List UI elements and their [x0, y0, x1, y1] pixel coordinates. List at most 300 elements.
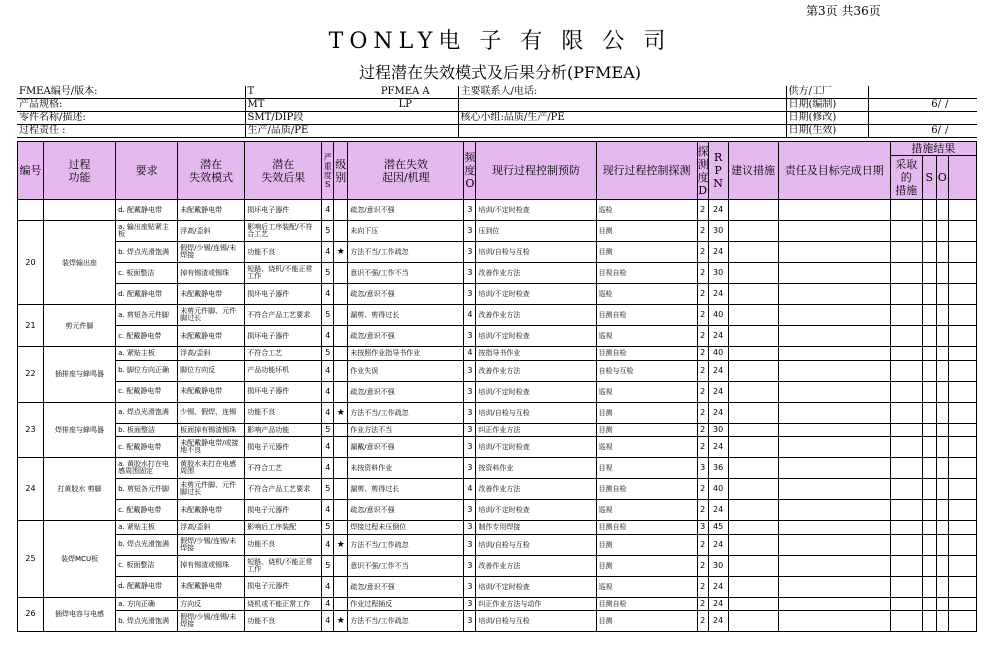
requirement: b. 焊点光滑饱满: [116, 534, 178, 555]
pfmea-table: [17, 141, 977, 632]
info-cell: [353, 125, 458, 138]
rpn: 40: [708, 305, 728, 326]
failure-cause: 作业方法不当: [348, 423, 464, 437]
requirement: a. 紧贴主板: [116, 347, 178, 361]
empty-cell: [778, 611, 890, 632]
empty-cell: [890, 597, 922, 611]
empty-cell: [922, 402, 936, 423]
failure-cause: 疏忽/意识不强: [348, 284, 464, 305]
empty-cell: [890, 402, 922, 423]
info-cell: /: [943, 125, 977, 138]
info-cell: T: [245, 86, 353, 99]
failure-mode: 未配戴静电带/或接地不良: [178, 437, 245, 458]
requirement: c. 配戴静电带: [116, 500, 178, 521]
empty-cell: [778, 263, 890, 284]
detection-control: 巡视: [596, 381, 697, 402]
failure-cause: 作业失误: [348, 360, 464, 381]
rpn: 30: [708, 555, 728, 576]
failure-mode: 脚位方向反: [178, 360, 245, 381]
failure-mode: 黄胶水未打在电感周围: [178, 458, 245, 479]
class-mark: [334, 555, 348, 576]
prevention-control: 培训/不定时检查: [476, 576, 596, 597]
empty-cell: [778, 347, 890, 361]
detection-control: 巡视: [596, 500, 697, 521]
empty-cell: [778, 221, 890, 242]
prevention-control: 培训/自检与互检: [476, 402, 596, 423]
requirement: a. 紧贴主板: [116, 521, 178, 535]
empty-cell: [922, 381, 936, 402]
requirement: d. 配戴静电带: [116, 200, 178, 221]
requirement: c. 配戴静电带: [116, 381, 178, 402]
failure-mode: 浮高/歪斜: [178, 221, 245, 242]
detection-control: 巡视: [596, 437, 697, 458]
failure-mode: 未配戴静电带: [178, 500, 245, 521]
info-cell: [458, 99, 666, 112]
failure-effect: 短路、烧机/不能正常工作: [245, 263, 322, 284]
severity: 4: [322, 200, 334, 221]
info-cell: [943, 86, 977, 99]
empty-cell: [890, 521, 922, 535]
step-number: 20: [18, 221, 44, 305]
rpn: 24: [708, 576, 728, 597]
table-row: [18, 555, 977, 576]
failure-cause: 疏忽/意识不强: [348, 576, 464, 597]
requirement: d. 配戴静电带: [116, 284, 178, 305]
failure-cause: 方法不当/工作疏忽: [348, 402, 464, 423]
empty-cell: [922, 263, 936, 284]
detection: 2: [697, 347, 708, 361]
empty-cell: [890, 221, 922, 242]
detection: 2: [697, 221, 708, 242]
document-title: 过程潜在失效模式及后果分析(PFMEA): [359, 63, 641, 82]
requirement: a. 输出座贴紧主板: [116, 221, 178, 242]
table-row: [18, 521, 977, 535]
empty-cell: [778, 437, 890, 458]
failure-cause: 焊接过程未压倒位: [348, 521, 464, 535]
class-mark: ★: [334, 611, 348, 632]
failure-cause: 疏忽/意识不强: [348, 381, 464, 402]
empty-cell: [890, 360, 922, 381]
prevention-control: 按资料作业: [476, 458, 596, 479]
rpn: 24: [708, 437, 728, 458]
failure-effect: 不符合产品工艺要求: [245, 305, 322, 326]
detection-control: 目测: [596, 402, 697, 423]
detection: 2: [697, 534, 708, 555]
prevention-control: 培训/不定时检查: [476, 381, 596, 402]
empty-cell: [948, 381, 976, 402]
empty-cell: [936, 576, 948, 597]
process-function: [44, 200, 116, 221]
empty-cell: [948, 437, 976, 458]
empty-cell: [728, 242, 778, 263]
col-result-header: 措施结果: [890, 142, 976, 156]
failure-mode: 未剪元件脚、元件脚过长: [178, 305, 245, 326]
severity: 4: [322, 611, 334, 632]
table-row: [18, 221, 977, 242]
empty-cell: [936, 305, 948, 326]
empty-cell: [936, 402, 948, 423]
empty-cell: [922, 360, 936, 381]
empty-cell: [922, 576, 936, 597]
failure-effect: 不符合工艺: [245, 458, 322, 479]
detection-control: 自检与互检: [596, 360, 697, 381]
class-mark: [334, 381, 348, 402]
failure-mode: 未剪元件脚、元件脚过长: [178, 479, 245, 500]
header-info-table: [17, 86, 977, 138]
failure-effect: 影响后工序装配/不符合工艺: [245, 221, 322, 242]
info-cell: 生产/品质/PE: [245, 125, 353, 138]
severity: 5: [322, 479, 334, 500]
failure-cause: 作业过程插反: [348, 597, 464, 611]
detection: 2: [697, 479, 708, 500]
empty-cell: [936, 242, 948, 263]
occurrence: 4: [464, 479, 476, 500]
requirement: a. 黄胶水打在电感周围固定: [116, 458, 178, 479]
prevention-control: 按指导书作业: [476, 347, 596, 361]
empty-cell: [936, 479, 948, 500]
info-cell: MT: [245, 99, 353, 112]
empty-cell: [948, 305, 976, 326]
empty-cell: [922, 611, 936, 632]
empty-cell: [728, 402, 778, 423]
detection-control: 目测自检: [596, 347, 697, 361]
failure-mode: 假焊/少锡/连锡/未焊接: [178, 611, 245, 632]
empty-cell: [922, 555, 936, 576]
requirement: c. 配戴静电带: [116, 437, 178, 458]
severity: 5: [322, 347, 334, 361]
empty-cell: [890, 200, 922, 221]
failure-mode: 少锡、假焊、连锡: [178, 402, 245, 423]
prevention-control: 改善作业方法: [476, 360, 596, 381]
empty-cell: [922, 423, 936, 437]
empty-cell: [778, 576, 890, 597]
detection: 3: [697, 458, 708, 479]
severity: 4: [322, 242, 334, 263]
empty-cell: [936, 534, 948, 555]
empty-cell: [948, 263, 976, 284]
empty-cell: [728, 284, 778, 305]
prevention-control: 培训/不定时检查: [476, 326, 596, 347]
empty-cell: [936, 381, 948, 402]
process-function: 剪元件脚: [44, 305, 116, 347]
occurrence: 3: [464, 500, 476, 521]
empty-cell: [922, 284, 936, 305]
failure-effect: 损坏电子器件: [245, 200, 322, 221]
occurrence: 3: [464, 263, 476, 284]
empty-cell: [922, 200, 936, 221]
info-cell: 6/: [868, 125, 943, 138]
failure-effect: 烧机或不能正常工作: [245, 597, 322, 611]
table-row: [18, 437, 977, 458]
empty-cell: [728, 305, 778, 326]
detection-control: 目视: [596, 458, 697, 479]
rpn: 24: [708, 402, 728, 423]
table-row: [18, 597, 977, 611]
col-detection-header: 探 测 度 D: [697, 142, 708, 200]
process-function: 焊排座与蜂鸣器: [44, 402, 116, 458]
requirement: c. 配戴静电带: [116, 326, 178, 347]
col-class-header: 级 别: [334, 142, 348, 200]
failure-mode: 未配戴静电带: [178, 576, 245, 597]
failure-effect: 不符合产品工艺要求: [245, 479, 322, 500]
empty-cell: [922, 305, 936, 326]
failure-effect: 损电子元器件: [245, 576, 322, 597]
company-title: TONLY电 子 有 限 公 司: [328, 29, 672, 54]
class-mark: [334, 458, 348, 479]
info-cell: [666, 112, 786, 125]
empty-cell: [890, 437, 922, 458]
info-row: [17, 99, 977, 112]
col-action-header: 建议措施: [728, 142, 778, 200]
occurrence: 3: [464, 284, 476, 305]
failure-effect: 损坏电子器件: [245, 381, 322, 402]
empty-cell: [778, 360, 890, 381]
empty-cell: [890, 479, 922, 500]
failure-mode: 方向反: [178, 597, 245, 611]
rpn: 24: [708, 381, 728, 402]
info-cell: [458, 125, 666, 138]
empty-cell: [922, 347, 936, 361]
prevention-control: 制作专用焊接: [476, 521, 596, 535]
severity: 4: [322, 597, 334, 611]
failure-mode: 未配戴静电带: [178, 200, 245, 221]
empty-cell: [890, 242, 922, 263]
class-mark: [334, 521, 348, 535]
empty-cell: [948, 423, 976, 437]
page-number: 第3页 共36页: [806, 4, 881, 18]
empty-cell: [890, 534, 922, 555]
col-failure-mode-header: 潜在 失效模式: [178, 142, 245, 200]
prevention-control: 培训/不定时检查: [476, 500, 596, 521]
requirement: b. 焊点光滑饱满: [116, 242, 178, 263]
empty-cell: [778, 597, 890, 611]
empty-cell: [728, 381, 778, 402]
occurrence: 3: [464, 242, 476, 263]
info-cell: FMEA编号/版本:: [17, 86, 245, 99]
empty-cell: [890, 305, 922, 326]
prevention-control: 培训/不定时检查: [476, 284, 596, 305]
detection-control: 巡检: [596, 284, 697, 305]
empty-cell: [890, 284, 922, 305]
failure-cause: 疏忽/意识不强: [348, 500, 464, 521]
severity: 5: [322, 555, 334, 576]
severity: 4: [322, 576, 334, 597]
class-mark: ★: [334, 402, 348, 423]
occurrence: 3: [464, 437, 476, 458]
occurrence: 3: [464, 402, 476, 423]
occurrence: 3: [464, 555, 476, 576]
detection: 2: [697, 437, 708, 458]
table-row: [18, 263, 977, 284]
requirement: b. 脚位方向正确: [116, 360, 178, 381]
occurrence: 3: [464, 458, 476, 479]
info-cell: [868, 86, 943, 99]
requirement: a. 焊点光滑饱满: [116, 402, 178, 423]
requirement: c. 板面整洁: [116, 263, 178, 284]
failure-effect: 功能不良: [245, 534, 322, 555]
occurrence: 3: [464, 611, 476, 632]
empty-cell: [890, 423, 922, 437]
prevention-control: 改善作业方法: [476, 263, 596, 284]
rpn: 24: [708, 611, 728, 632]
failure-mode: 浮高/歪斜: [178, 521, 245, 535]
rpn: 24: [708, 284, 728, 305]
detection: 2: [697, 576, 708, 597]
detection: 2: [697, 500, 708, 521]
empty-cell: [948, 597, 976, 611]
failure-cause: 意识不强/工作不当: [348, 555, 464, 576]
failure-effect: 损坏电子器件: [245, 326, 322, 347]
info-cell: [666, 99, 786, 112]
detection: 2: [697, 611, 708, 632]
severity: 4: [322, 437, 334, 458]
class-mark: [334, 263, 348, 284]
detection-control: 目测自检: [596, 521, 697, 535]
failure-cause: 未按资料作业: [348, 458, 464, 479]
class-mark: [334, 347, 348, 361]
process-function: 装焊MCU板: [44, 521, 116, 598]
class-mark: [334, 479, 348, 500]
empty-cell: [936, 611, 948, 632]
class-mark: [334, 284, 348, 305]
empty-cell: [728, 326, 778, 347]
class-mark: ★: [334, 242, 348, 263]
prevention-control: 改善作业方法: [476, 555, 596, 576]
requirement: d. 配戴静电带: [116, 576, 178, 597]
info-cell: 主要联系人/电话:: [458, 86, 666, 99]
detection-control: 巡检: [596, 200, 697, 221]
prevention-control: 纠正作业方法与动作: [476, 597, 596, 611]
empty-cell: [948, 200, 976, 221]
occurrence: 3: [464, 221, 476, 242]
col-effect-header: 潜在 失效后果: [245, 142, 322, 200]
empty-cell: [728, 611, 778, 632]
table-row: [18, 576, 977, 597]
col-cause-header: 潜在失效 起因/机理: [348, 142, 464, 200]
empty-cell: [936, 326, 948, 347]
col-taken-header: 采取的 措施: [890, 156, 922, 200]
severity: 5: [322, 521, 334, 535]
step-number: [18, 200, 44, 221]
failure-effect: 功能不良: [245, 402, 322, 423]
severity: 4: [322, 458, 334, 479]
col-process-header: 过程 功能: [44, 142, 116, 200]
step-number: 24: [18, 458, 44, 521]
rpn: 24: [708, 200, 728, 221]
empty-cell: [948, 500, 976, 521]
info-cell: SMT/DIP段: [245, 112, 353, 125]
severity: 5: [322, 305, 334, 326]
empty-cell: [728, 479, 778, 500]
prevention-control: 培训/不定时检查: [476, 200, 596, 221]
occurrence: 3: [464, 423, 476, 437]
empty-cell: [728, 458, 778, 479]
detection: 2: [697, 305, 708, 326]
occurrence: 4: [464, 347, 476, 361]
rpn: 36: [708, 458, 728, 479]
severity: 5: [322, 221, 334, 242]
table-header-row: [18, 142, 977, 156]
empty-cell: [948, 242, 976, 263]
failure-effect: 功能不良: [245, 242, 322, 263]
empty-cell: [890, 326, 922, 347]
failure-cause: 方法不当/工作疏忽: [348, 611, 464, 632]
empty-cell: [728, 534, 778, 555]
col-no-header: 编号: [18, 142, 44, 200]
prevention-control: 培训/不定时检查: [476, 437, 596, 458]
empty-cell: [922, 242, 936, 263]
empty-cell: [778, 458, 890, 479]
info-cell: [943, 112, 977, 125]
failure-effect: 影响后工序装配: [245, 521, 322, 535]
info-cell: PFMEA A: [353, 86, 458, 99]
detection: 2: [697, 555, 708, 576]
empty-cell: [948, 402, 976, 423]
info-cell: 过程责任 :: [17, 125, 245, 138]
empty-cell: [936, 423, 948, 437]
step-number: 23: [18, 402, 44, 458]
empty-cell: [778, 200, 890, 221]
step-number: 25: [18, 521, 44, 598]
col-responsibility-header: 责任及目标完成日期: [778, 142, 890, 200]
info-row: [17, 125, 977, 138]
table-row: [18, 423, 977, 437]
col-prevention-header: 现行过程控制预防: [476, 142, 596, 200]
table-row: [18, 242, 977, 263]
class-mark: [334, 597, 348, 611]
info-cell: 产品规格:: [17, 99, 245, 112]
rpn: 24: [708, 534, 728, 555]
table-row: [18, 402, 977, 423]
empty-cell: [778, 534, 890, 555]
detection: 2: [697, 200, 708, 221]
class-mark: [334, 423, 348, 437]
empty-cell: [728, 437, 778, 458]
info-cell: /: [943, 99, 977, 112]
rpn: 40: [708, 347, 728, 361]
rpn: 40: [708, 479, 728, 500]
failure-mode: 板面掉有锡渣锡珠: [178, 423, 245, 437]
empty-cell: [778, 423, 890, 437]
empty-cell: [922, 221, 936, 242]
empty-cell: [948, 555, 976, 576]
col-requirement-header: 要求: [116, 142, 178, 200]
info-cell: 供方/工厂: [786, 86, 868, 99]
table-row: [18, 200, 977, 221]
empty-cell: [778, 326, 890, 347]
failure-cause: 未按照作业指导书作业: [348, 347, 464, 361]
empty-cell: [936, 521, 948, 535]
col-occurrence-header: 频 度 O: [464, 142, 476, 200]
empty-cell: [728, 500, 778, 521]
class-mark: [334, 500, 348, 521]
empty-cell: [922, 500, 936, 521]
empty-cell: [778, 521, 890, 535]
occurrence: 3: [464, 360, 476, 381]
table-row: [18, 326, 977, 347]
process-function: 插排座与蜂鸣器: [44, 347, 116, 403]
info-cell: [868, 112, 943, 125]
failure-mode: 假焊/少锡/连锡/未焊接: [178, 534, 245, 555]
failure-cause: 疏忽/意识不强: [348, 200, 464, 221]
empty-cell: [936, 221, 948, 242]
detection: 2: [697, 242, 708, 263]
class-mark: [334, 437, 348, 458]
empty-cell: [936, 437, 948, 458]
empty-cell: [778, 500, 890, 521]
class-mark: ★: [334, 534, 348, 555]
detection: 2: [697, 423, 708, 437]
